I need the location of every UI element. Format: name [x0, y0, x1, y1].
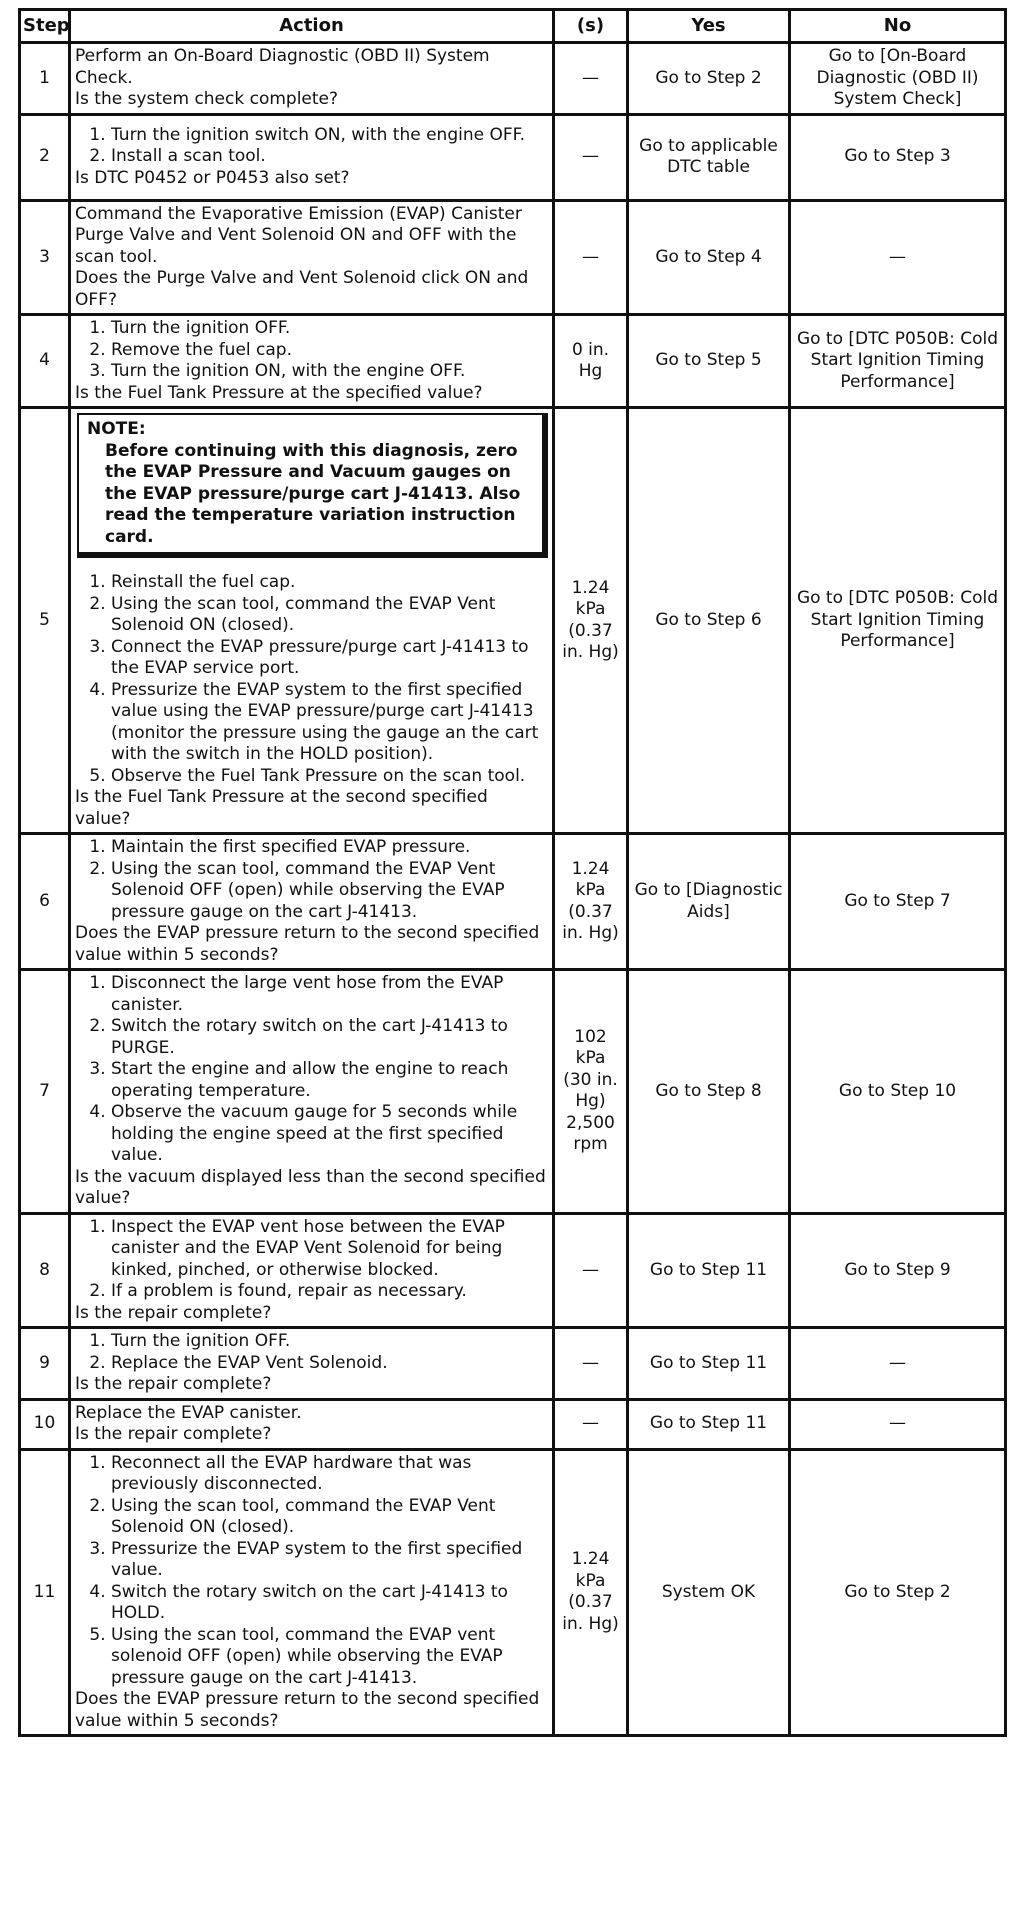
action-step-item: 3. Start the engine and allow the engine to reach operating temperature.: [111, 1059, 548, 1102]
action-question: Is the repair complete?: [75, 1302, 272, 1323]
action-step-item: 3. Turn the ignition ON, with the engine OFF.: [111, 361, 548, 383]
yes-action: Go to Step 8: [628, 970, 790, 1214]
table-body: [20, 43, 1006, 1736]
action-step-item: 3. Pressurize the EVAP system to the first specified value.: [111, 1539, 548, 1582]
step-number: 6: [20, 834, 70, 970]
action-cell: [70, 43, 554, 115]
no-action: Go to [DTC P050B: Cold Start Ignition Timing Performance]: [790, 408, 1006, 834]
yes-action: Go to Step 6: [628, 408, 790, 834]
yes-action: Go to Step 4: [628, 200, 790, 315]
action-steps: [75, 973, 548, 1167]
action-steps: [75, 572, 548, 787]
action-question: Is the Fuel Tank Pressure at the specified value?: [75, 382, 483, 403]
no-action: Go to Step 10: [790, 970, 1006, 1214]
step-number: 4: [20, 315, 70, 408]
action-question: Is the Fuel Tank Pressure at the second specified value?: [75, 787, 488, 829]
no-action: Go to Step 7: [790, 834, 1006, 970]
action-step-item: 2. If a problem is found, repair as necessary.: [111, 1281, 548, 1303]
action-cell: [70, 114, 554, 200]
header-yes: Yes: [628, 10, 790, 43]
no-action: Go to Step 3: [790, 114, 1006, 200]
yes-action: Go to Step 11: [628, 1399, 790, 1449]
table-row: [20, 1449, 1006, 1736]
action-step-item: 5. Using the scan tool, command the EVAP vent solenoid OFF (open) while observing the EVAP pressure gauge on the cart J-41413.: [111, 1625, 548, 1690]
step-number: 3: [20, 200, 70, 315]
action-steps: [75, 1331, 548, 1374]
action-question: Is DTC P0452 or P0453 also set?: [75, 167, 350, 188]
yes-action: Go to applicable DTC table: [628, 114, 790, 200]
diagnostic-document: [18, 8, 1004, 1737]
no-action: —: [790, 1328, 1006, 1400]
header-step: Step: [20, 10, 70, 43]
note-body: Before continuing with this diagnosis, zero the EVAP Pressure and Vacuum gauges on the EVAP pressure/purge cart J-41413. Also read the temperature variation instruction card.: [105, 440, 521, 547]
action-text: Replace the EVAP canister.: [75, 1402, 302, 1423]
action-step-item: 5. Observe the Fuel Tank Pressure on the scan tool.: [111, 766, 548, 788]
no-action: Go to [On-Board Diagnostic (OBD II) System Check]: [790, 43, 1006, 115]
table-header: [20, 10, 1006, 43]
no-action: Go to Step 9: [790, 1213, 1006, 1328]
action-step-item: 4. Pressurize the EVAP system to the first specified value using the EVAP pressure/purge cart J-41413 (monitor the pressure using the gauge an the cart with the switch in the HOLD position).: [111, 680, 548, 766]
step-number: 9: [20, 1328, 70, 1400]
action-cell: [70, 834, 554, 970]
header-action: Action: [70, 10, 554, 43]
note-title: NOTE:: [87, 419, 146, 439]
action-step-item: 2. Install a scan tool.: [111, 146, 548, 168]
spec-value: 102 kPa (30 in. Hg) 2,500 rpm: [554, 970, 628, 1214]
step-number: 2: [20, 114, 70, 200]
action-steps: [75, 318, 548, 383]
table-row: [20, 43, 1006, 115]
step-number: 5: [20, 408, 70, 834]
action-cell: [70, 1399, 554, 1449]
action-step-item: 4. Observe the vacuum gauge for 5 seconds while holding the engine speed at the first specified value.: [111, 1102, 548, 1167]
action-cell: [70, 1328, 554, 1400]
table-row: [20, 834, 1006, 970]
action-step-item: 1. Reconnect all the EVAP hardware that was previously disconnected.: [111, 1453, 548, 1496]
action-cell: [70, 1449, 554, 1736]
diagnostic-table: [18, 8, 1007, 1737]
action-step-item: 2. Switch the rotary switch on the cart J-41413 to PURGE.: [111, 1016, 548, 1059]
yes-action: System OK: [628, 1449, 790, 1736]
step-number: 1: [20, 43, 70, 115]
header-no: No: [790, 10, 1006, 43]
action-cell: [70, 1213, 554, 1328]
yes-action: Go to Step 2: [628, 43, 790, 115]
note-box: [77, 413, 548, 558]
step-number: 11: [20, 1449, 70, 1736]
no-action: —: [790, 200, 1006, 315]
action-step-item: 2. Using the scan tool, command the EVAP Vent Solenoid ON (closed).: [111, 594, 548, 637]
action-cell: [70, 408, 554, 834]
spec-value: 1.24 kPa (0.37 in. Hg): [554, 408, 628, 834]
action-step-item: 2. Using the scan tool, command the EVAP Vent Solenoid ON (closed).: [111, 1496, 548, 1539]
spec-value: 0 in. Hg: [554, 315, 628, 408]
table-row: [20, 970, 1006, 1214]
header-row: [20, 10, 1006, 43]
step-number: 8: [20, 1213, 70, 1328]
action-cell: [70, 200, 554, 315]
action-steps: [75, 1217, 548, 1303]
action-step-item: 1. Turn the ignition switch ON, with the engine OFF.: [111, 125, 548, 147]
table-row: [20, 1399, 1006, 1449]
spec-value: —: [554, 43, 628, 115]
action-question: Does the Purge Valve and Vent Solenoid click ON and OFF?: [75, 268, 529, 310]
action-text: Perform an On-Board Diagnostic (OBD II) System Check.: [75, 46, 490, 88]
action-step-item: 1. Maintain the first specified EVAP pressure.: [111, 837, 548, 859]
action-text: Command the Evaporative Emission (EVAP) Canister Purge Valve and Vent Solenoid ON and OFF with the scan tool.: [75, 203, 522, 267]
action-steps: [75, 837, 548, 923]
action-question: Does the EVAP pressure return to the second specified value within 5 seconds?: [75, 923, 540, 965]
spec-value: —: [554, 200, 628, 315]
action-step-item: 1. Reinstall the fuel cap.: [111, 572, 548, 594]
action-step-item: 1. Turn the ignition OFF.: [111, 318, 548, 340]
action-step-item: 4. Switch the rotary switch on the cart J-41413 to HOLD.: [111, 1582, 548, 1625]
action-question: Is the vacuum displayed less than the second specified value?: [75, 1166, 546, 1208]
spec-value: 1.24 kPa (0.37 in. Hg): [554, 834, 628, 970]
yes-action: Go to Step 5: [628, 315, 790, 408]
yes-action: Go to Step 11: [628, 1213, 790, 1328]
action-question: Is the repair complete?: [75, 1374, 272, 1394]
no-action: Go to [DTC P050B: Cold Start Ignition Timing Performance]: [790, 315, 1006, 408]
table-row: [20, 114, 1006, 200]
action-step-item: 2. Remove the fuel cap.: [111, 340, 548, 362]
action-step-item: 2. Using the scan tool, command the EVAP Vent Solenoid OFF (open) while observing the EVAP pressure gauge on the cart J-41413.: [111, 859, 548, 924]
yes-action: Go to Step 11: [628, 1328, 790, 1400]
spec-value: —: [554, 1213, 628, 1328]
yes-action: Go to [Diagnostic Aids]: [628, 834, 790, 970]
action-question: Is the repair complete?: [75, 1424, 272, 1444]
no-action: Go to Step 2: [790, 1449, 1006, 1736]
action-steps: [75, 1453, 548, 1690]
table-row: [20, 1328, 1006, 1400]
table-row: [20, 408, 1006, 834]
spec-value: —: [554, 114, 628, 200]
action-question: Does the EVAP pressure return to the second specified value within 5 seconds?: [75, 1689, 540, 1731]
spec-value: —: [554, 1399, 628, 1449]
action-question: Is the system check complete?: [75, 89, 339, 109]
action-step-item: 3. Connect the EVAP pressure/purge cart J-41413 to the EVAP service port.: [111, 637, 548, 680]
no-action: —: [790, 1399, 1006, 1449]
step-number: 10: [20, 1399, 70, 1449]
action-step-item: 1. Turn the ignition OFF.: [111, 1331, 548, 1353]
action-steps: [75, 125, 548, 168]
step-number: 7: [20, 970, 70, 1214]
action-step-item: 1. Inspect the EVAP vent hose between the EVAP canister and the EVAP Vent Solenoid for being kinked, pinched, or otherwise blocked.: [111, 1217, 548, 1282]
table-row: [20, 1213, 1006, 1328]
action-step-item: 2. Replace the EVAP Vent Solenoid.: [111, 1353, 548, 1375]
table-row: [20, 315, 1006, 408]
spec-value: —: [554, 1328, 628, 1400]
table-row: [20, 200, 1006, 315]
action-cell: [70, 315, 554, 408]
header-spec: (s): [554, 10, 628, 43]
spec-value: 1.24 kPa (0.37 in. Hg): [554, 1449, 628, 1736]
action-cell: [70, 970, 554, 1214]
action-step-item: 1. Disconnect the large vent hose from the EVAP canister.: [111, 973, 548, 1016]
